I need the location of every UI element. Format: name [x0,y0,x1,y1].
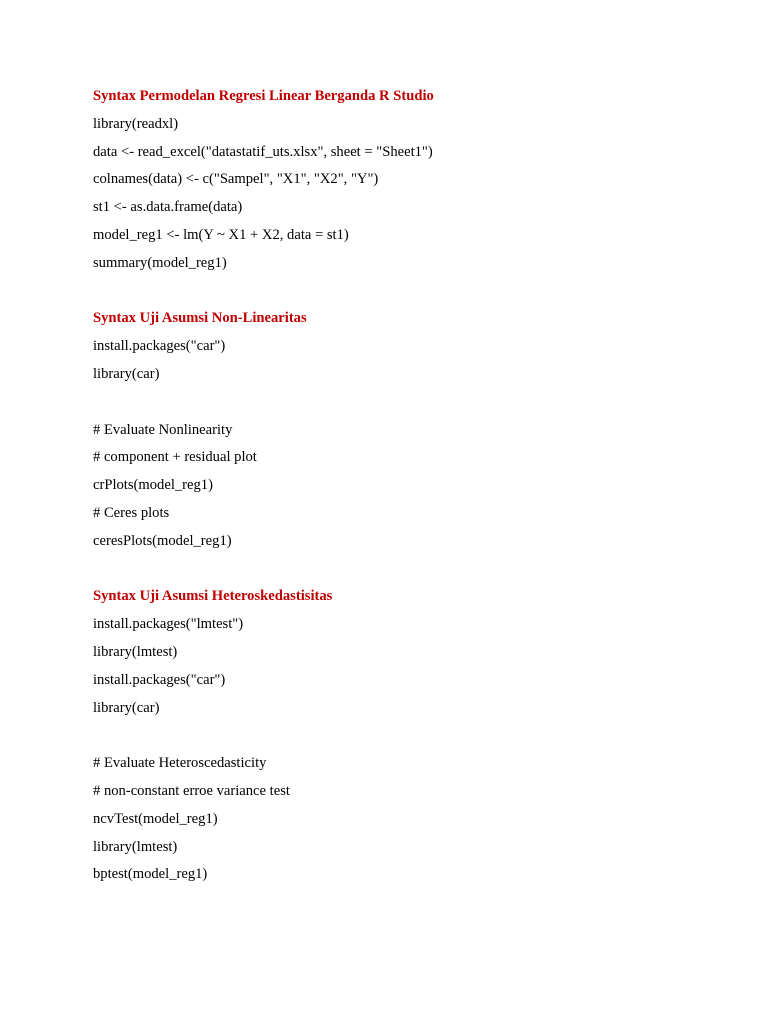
code-comment: # Evaluate Heteroscedasticity [93,755,267,772]
code-line: install.packages("lmtest") [93,616,244,633]
code-line: bptest(model_reg1) [93,866,208,883]
blank-line [93,723,713,751]
code-line: ceresPlots(model_reg1) [93,532,232,549]
code-comment: # Evaluate Nonlinearity [93,421,233,438]
code-line: install.packages("car") [93,671,226,688]
section-heading-nonlinearity: Syntax Uji Asumsi Non-Linearitas [93,310,307,327]
code-comment: # non-constant erroe variance test [93,782,290,799]
code-line: crPlots(model_reg1) [93,477,213,494]
code-line: library(readxl) [93,115,179,132]
blank-line [93,557,713,585]
blank-line [93,279,713,307]
document-page [93,84,713,890]
code-line: library(car) [93,365,160,382]
section-heading-regression: Syntax Permodelan Regresi Linear Berganda R Studio [93,88,434,104]
code-line: library(lmtest) [93,643,178,660]
code-line: colnames(data) <- c("Sampel", "X1", "X2", "Y") [93,171,379,188]
code-line: ncvTest(model_reg1) [93,810,218,827]
blank-line [93,390,713,418]
code-line: library(car) [93,699,160,716]
code-line: data <- read_excel("datastatif_uts.xlsx", sheet = "Sheet1") [93,143,433,160]
code-line: st1 <- as.data.frame(data) [93,199,243,216]
code-line: summary(model_reg1) [93,254,227,271]
code-line: install.packages("car") [93,338,226,355]
code-line: library(lmtest) [93,838,178,855]
code-comment: # component + residual plot [93,449,257,466]
code-line: model_reg1 <- lm(Y ~ X1 + X2, data = st1) [93,226,349,243]
code-comment: # Ceres plots [93,504,170,521]
section-heading-heteroscedasticity: Syntax Uji Asumsi Heteroskedastisitas [93,588,333,605]
